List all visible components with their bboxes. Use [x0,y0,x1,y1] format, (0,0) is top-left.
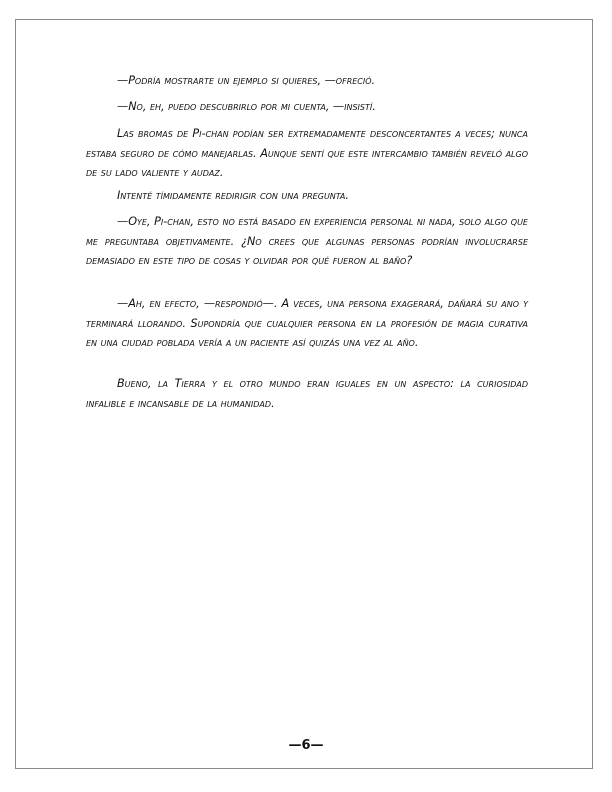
paragraph: —Podría mostrarte un ejemplo si quieres, —ofreció. [117,74,376,87]
paragraph: —Oye, Pi-chan, esto no está basado en experiencia personal ni nada, solo algo que me preguntaba objetivamente. ¿No crees que algunas personas podrían involucrarse demasiado en este tipo de cosas y olvidar por qué fueron al baño? [86,215,528,268]
paragraph: —Ah, en efecto, —respondió—. A veces, una persona exagerará, dañará su ano y terminará llorando. Supondría que cualquier persona en la profesión de magia curativa en una ciudad poblada vería a un paciente así quizás una vez al año. [86,297,528,350]
paragraph: Las bromas de Pi-chan podían ser extremadamente desconcertantes a veces; nunca estaba seguro de cómo manejarlas. Aunque sentí que este intercambio también reveló algo de su lado valiente y audaz. [86,127,528,180]
paragraph: Bueno, la Tierra y el otro mundo eran iguales en un aspecto: la curiosidad infalible e incansable de la humanidad. [86,377,528,410]
page-number: —6— [288,738,324,753]
paragraph: Intenté tímidamente redirigir con una pregunta. [117,189,349,202]
paragraph: —No, eh, puedo descubrirlo por mi cuenta, —insistí. [117,100,376,113]
